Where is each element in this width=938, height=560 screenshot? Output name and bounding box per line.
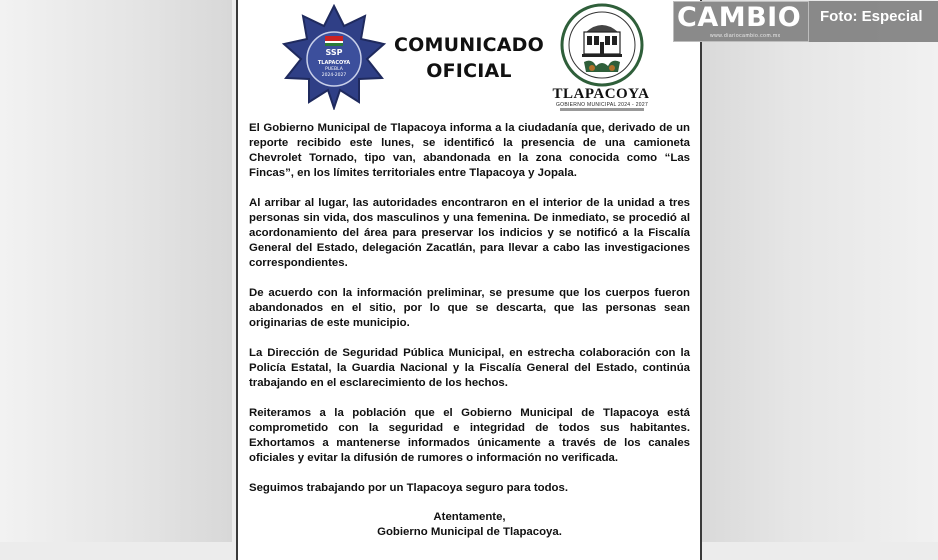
brand-logo-text: CAMBIO — [677, 2, 802, 33]
municipality-subtitle-rule — [560, 108, 644, 111]
municipality-name: TLAPACOYA — [552, 86, 650, 102]
paragraph-1: El Gobierno Municipal de Tlapacoya informa a la ciudadanía que, derivado de un reporte recibido este lunes, se identificó la presencia de una camioneta Chevrolet Tornado, tipo van, abandonada en la zona conocida como “Las Fincas”, en los límites territoriales entre Tlapacoya y Jopala. — [249, 122, 690, 179]
statement-body — [249, 121, 690, 511]
paragraph-6: Seguimos trabajando por un Tlapacoya seguro para todos. — [249, 482, 568, 494]
title-line-1: COMUNICADO — [394, 34, 544, 56]
signer-text: Gobierno Municipal de Tlapacoya. — [377, 526, 562, 538]
title-line-2: OFICIAL — [426, 60, 512, 82]
brand-url: www.diariocambio.com.mx — [710, 33, 781, 39]
background-left — [0, 0, 232, 542]
municipality-subtitle: GOBIERNO MUNICIPAL 2024 - 2027 — [555, 102, 649, 108]
ssp-badge-mid1: TLAPACOYA — [317, 60, 351, 66]
paragraph-4: La Dirección de Seguridad Pública Municipal, en estrecha colaboración con la Policía Estatal, la Guardia Nacional y la Fiscalía General del Estado, continúa trabajando en el esclarecimiento de los hechos. — [249, 347, 690, 389]
page-title — [386, 32, 552, 84]
signature-block — [249, 510, 690, 540]
ssp-badge-bottom: 2024-2027 — [321, 73, 347, 78]
paragraph-3: De acuerdo con la información preliminar, se presume que los cuerpos fueron abandonados en el sitio, por lo que se descarta, que las personas sean originarias de este municipio. — [249, 287, 690, 329]
background-right — [698, 0, 938, 542]
tlapacoya-seal-icon — [558, 2, 646, 92]
ssp-badge-top: SSP — [325, 48, 343, 57]
paragraph-2: Al arribar al lugar, las autoridades encontraron en el interior de la unidad a tres personas sin vida, dos masculinos y una femenina. De inmediato, se procedió al acordonamiento del área para preservar los indicios y se notificó a la Fiscalía General del Estado, delegación Zacatlán, para llevar a cabo las investigaciones correspondientes. — [249, 197, 690, 269]
closing-text: Atentamente, — [433, 511, 506, 523]
photo-credit: Foto: Especial — [820, 8, 923, 25]
paragraph-5: Reiteramos a la población que el Gobierno Municipal de Tlapacoya está comprometido con la seguridad e integridad de todos sus habitantes. Exhortamos a mantenerse informados únicamente a través de los canales oficiales y evitar la difusión de rumores o información no verificada. — [249, 407, 690, 464]
ssp-badge-mid2: PUEBLA — [325, 67, 343, 72]
ssp-star-badge-icon — [281, 4, 387, 110]
